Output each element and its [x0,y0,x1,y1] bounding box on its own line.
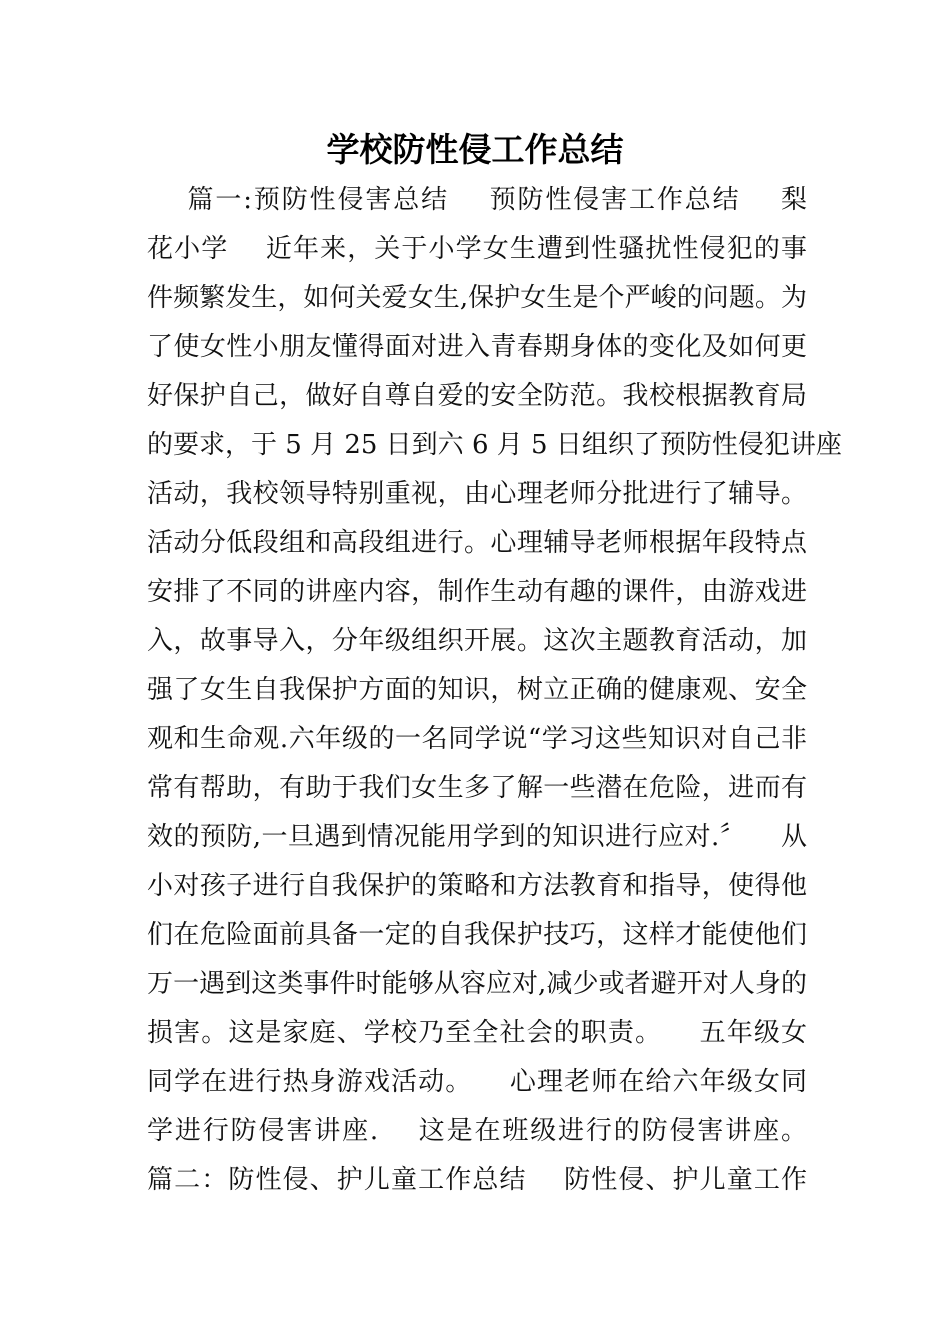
text-line: 了使女性小朋友懂得面对进入青春期身体的变化及如何更 [147,332,807,362]
text-line: 件频繁发生，如何关爱女生,保护女生是个严峻的问题。为 [147,283,807,313]
text-line: 好保护自己，做好自尊自爱的安全防范。我校根据教育局 [147,381,807,411]
text-line: 入，故事导入，分年级组织开展。这次主题教育活动，加 [147,626,807,656]
text-line: 篇一:预防性侵害总结 预防性侵害工作总结 梨 [147,185,807,215]
document-title: 学校防性侵工作总结 [326,130,624,169]
text-line: 活动，我校领导特别重视，由心理老师分批进行了辅导。 [147,479,807,509]
text-line: 常有帮助，有助于我们女生多了解一些潜在危险，进而有 [147,773,807,803]
text-line: 花小学 近年来，关于小学女生遭到性骚扰性侵犯的事 [147,234,807,264]
text-line: 小对孩子进行自我保护的策略和方法教育和指导，使得他 [147,871,807,901]
text-line: 观和生命观.六年级的一名同学说“学习这些知识对自己非 [147,724,807,754]
text-line: 的要求，于 5 月 25 日到六 6 月 5 日组织了预防性侵犯讲座 [147,430,842,460]
text-line: 们在危险面前具备一定的自我保护技巧，这样才能使他们 [147,920,807,950]
text-line: 同学在进行热身游戏活动。 心理老师在给六年级女同 [147,1067,807,1097]
text-line: 强了女生自我保护方面的知识，树立正确的健康观、安全 [147,675,807,705]
text-line: 安排了不同的讲座内容，制作生动有趣的课件，由游戏进 [147,577,807,607]
text-line: 效的预防,一旦遇到情况能用学到的知识进行应对.〞 从 [147,822,807,852]
text-line: 万一遇到这类事件时能够从容应对,减少或者避开对人身的 [147,969,807,999]
text-line: 活动分低段组和高段组进行。心理辅导老师根据年段特点 [147,528,807,558]
text-line: 学进行防侵害讲座. 这是在班级进行的防侵害讲座。 [147,1116,807,1146]
text-line: 篇二：防性侵、护儿童工作总结 防性侵、护儿童工作 [147,1165,807,1195]
text-line: 损害。这是家庭、学校乃至全社会的职责。 五年级女 [147,1018,807,1048]
